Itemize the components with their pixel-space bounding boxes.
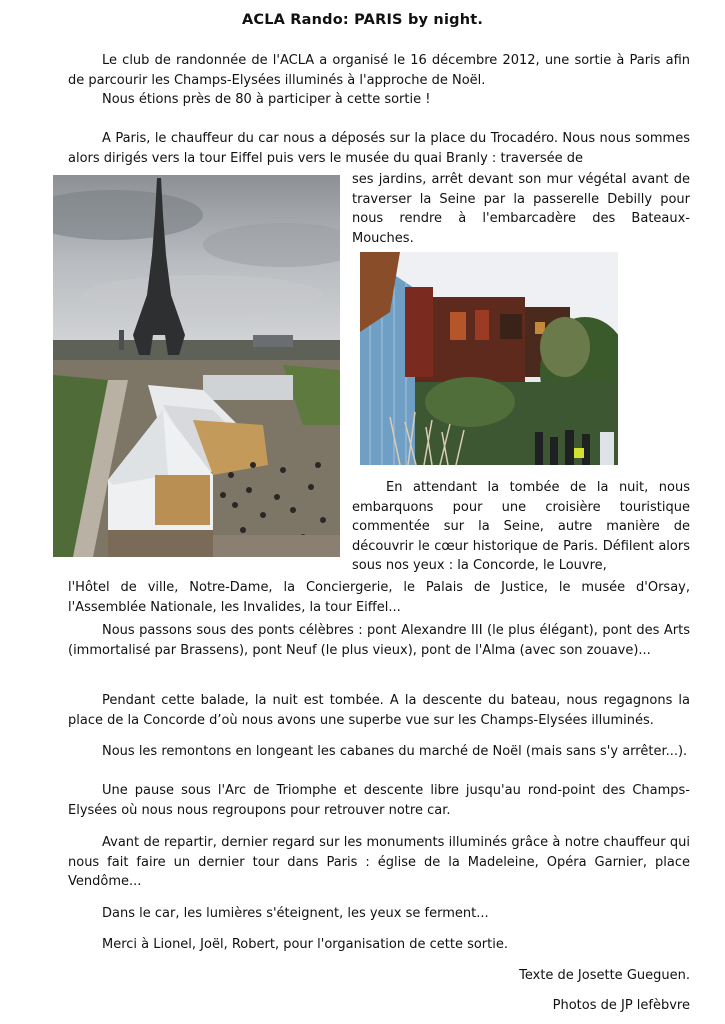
car-paragraph: Dans le car, les lumières s'éteignent, les yeux se ferment... [102,906,489,921]
text-credit: Texte de Josette Gueguen. [519,968,690,983]
croisiere-paragraph: En attendant la tombée de la nuit, nous embarquons pour une croisière touristique commentée sur la Seine, autre manière de découvrir le cœur historique de Paris. Défilent alors sous nos yeux : la Concorde, le Louvre, [352,480,690,573]
repartir-paragraph: Avant de repartir, dernier regard sur les monuments illuminés grâce à notre chauffeur qui nous fait faire un dernier tour dans Paris : église de la Madeleine, Opéra Garnier, place Vendôme... [68,835,690,889]
nuit-paragraph: Pendant cette balade, la nuit est tombée. A la descente du bateau, nous regagnons la place de la Concorde d’où nous avons une superbe vue sur les Champs-Elysées illuminés. [68,693,690,728]
remontons-paragraph: Nous les remontons en longeant les cabanes du marché de Noël (mais sans s'y arrêter...). [102,744,688,759]
trocadero-paragraph: A Paris, le chauffeur du car nous a déposés sur la place du Trocadéro. Nous nous sommes alors dirigés vers la tour Eiffel puis vers le musée du quai Branly : traversée de [68,131,690,166]
monuments-paragraph: l'Hôtel de ville, Notre-Dame, la Conciergerie, le Palais de Justice, le musée d'Orsay, l'Assemblée Nationale, les Invalides, la tour Eiffel... [68,580,690,615]
intro-paragraph: Le club de randonnée de l'ACLA a organisé le 16 décembre 2012, une sortie à Paris afin de parcourir les Champs-Elysées illuminés à l'approche de Noël. [68,53,690,88]
branly-paragraph: ses jardins, arrêt devant son mur végétal avant de traverser la Seine par la passerelle Debilly pour nous rendre à l'embarcadère des Bateaux-Mouches. [352,172,690,246]
merci-paragraph: Merci à Lionel, Joël, Robert, pour l'organisation de cette sortie. [102,937,508,952]
eiffel-tower-photo [53,175,340,557]
eiffel-tower-illustration [53,175,340,557]
quai-branly-museum-photo [360,252,618,465]
arc-paragraph: Une pause sous l'Arc de Triomphe et descente libre jusqu'au rond-point des Champs-Elysées où nous nous regroupons pour retrouver notre car. [68,783,690,818]
ponts-paragraph: Nous passons sous des ponts célèbres : pont Alexandre III (le plus élégant), pont des Arts (immortalisé par Brassens), pont Neuf (le plus vieux), pont de l'Alma (avec son zouave)... [68,623,690,658]
page-title: ACLA Rando: PARIS by night. [241,12,484,28]
quai-branly-illustration [360,252,618,465]
participants-paragraph: Nous étions près de 80 à participer à cette sortie ! [102,92,431,107]
photo-credit: Photos de JP lefèbvre [552,998,690,1013]
